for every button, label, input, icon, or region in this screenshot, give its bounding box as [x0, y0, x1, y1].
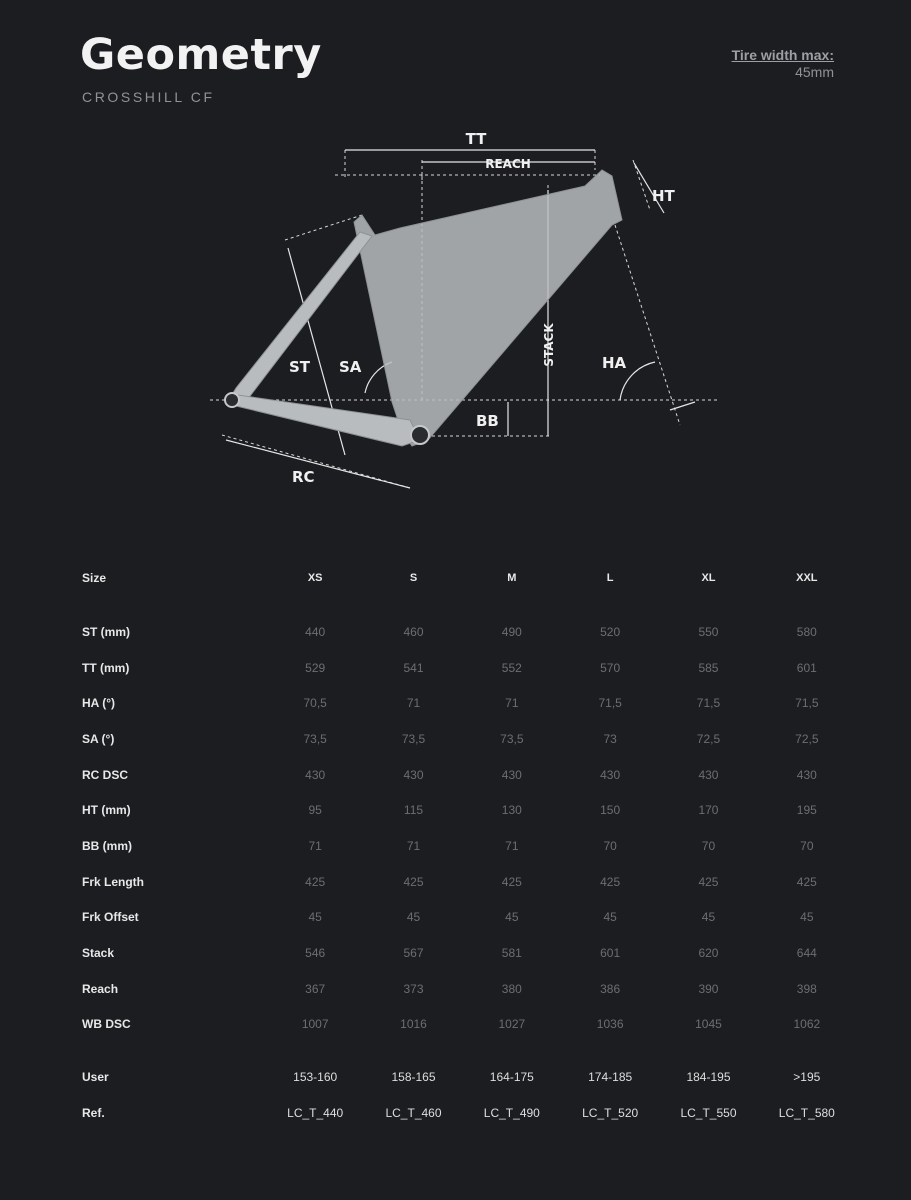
- row-label: Stack: [82, 946, 115, 961]
- table-cell: 425: [403, 874, 424, 889]
- table-cell: 430: [403, 767, 424, 782]
- size-label: Size: [82, 571, 107, 585]
- table-cell: 195: [796, 803, 817, 818]
- model-name: CROSSHILL CF: [82, 89, 215, 105]
- table-row: [70, 1095, 856, 1131]
- table-cell: 380: [501, 981, 522, 996]
- table-cell: 490: [501, 624, 522, 639]
- table-cell: 71: [505, 838, 519, 853]
- table-cell: 546: [305, 946, 326, 961]
- table-cell: 184-195: [686, 1070, 731, 1085]
- table-cell: 1007: [301, 1017, 329, 1032]
- table-cell: 164-175: [489, 1070, 534, 1085]
- table-cell: 541: [403, 660, 424, 675]
- table-cell: 460: [403, 624, 424, 639]
- table-cell: 550: [698, 624, 719, 639]
- label-st: ST: [289, 358, 311, 376]
- table-cell: 430: [305, 767, 326, 782]
- table-cell: 73,5: [401, 731, 426, 746]
- table-row: [70, 614, 856, 650]
- table-cell: 71,5: [696, 696, 721, 711]
- dropout-icon: [225, 393, 239, 407]
- spacer-cell: [70, 1042, 856, 1059]
- table-cell: LC_T_520: [582, 1105, 639, 1120]
- row-label: TT (mm): [82, 660, 130, 675]
- label-sa: SA: [339, 358, 362, 376]
- table-cell: 72,5: [696, 731, 721, 746]
- row-label: Frk Offset: [82, 910, 139, 925]
- table-cell: LC_T_460: [385, 1105, 442, 1120]
- table-cell: 425: [501, 874, 522, 889]
- label-ha: HA: [602, 354, 627, 372]
- table-cell: 567: [403, 946, 424, 961]
- table-cell: 174-185: [588, 1070, 633, 1085]
- row-label: HT (mm): [82, 803, 131, 818]
- table-cell: 45: [800, 910, 814, 925]
- table-cell: 425: [698, 874, 719, 889]
- row-label: SA (°): [82, 731, 115, 746]
- table-cell: 398: [796, 981, 817, 996]
- table-cell: LC_T_490: [483, 1105, 540, 1120]
- label-ht: HT: [652, 187, 675, 205]
- size-l: L: [606, 572, 614, 584]
- table-cell: 73: [603, 731, 617, 746]
- table-cell: 440: [305, 624, 326, 639]
- table-cell: 45: [406, 910, 421, 925]
- page-title: Geometry: [80, 30, 322, 80]
- table-cell: 601: [600, 946, 621, 961]
- table-cell: 390: [698, 981, 719, 996]
- label-rc: RC: [292, 468, 315, 486]
- table-cell: 581: [501, 946, 522, 961]
- table-cell: 130: [501, 803, 522, 818]
- bottom-bracket-icon: [411, 426, 429, 444]
- table-cell: 430: [796, 767, 817, 782]
- table-cell: LC_T_440: [287, 1105, 344, 1120]
- table-row: [70, 828, 856, 864]
- table-cell: 150: [600, 803, 621, 818]
- size-xs: XS: [307, 572, 323, 584]
- table-cell: 73,5: [500, 731, 524, 746]
- table-cell: 520: [600, 624, 621, 639]
- table-cell: 386: [600, 981, 621, 996]
- row-label: User: [82, 1070, 109, 1085]
- table-cell: 1027: [498, 1017, 526, 1032]
- table-row: [70, 685, 856, 721]
- table-cell: 71: [505, 696, 519, 711]
- tire-width-value: 45mm: [795, 64, 834, 80]
- table-cell: 570: [600, 660, 621, 675]
- table-cell: 585: [698, 660, 719, 675]
- size-m: M: [507, 572, 517, 584]
- table-cell: 71: [406, 696, 421, 711]
- table-cell: 425: [796, 874, 817, 889]
- table-cell: 71,5: [795, 696, 819, 711]
- table-cell: 70: [800, 838, 814, 853]
- table-cell: 158-165: [391, 1070, 436, 1085]
- table-cell: 45: [505, 910, 519, 925]
- row-label: WB DSC: [82, 1017, 131, 1032]
- table-cell: 70,5: [303, 696, 327, 711]
- table-cell: 71,5: [598, 696, 622, 711]
- table-row: [70, 1059, 856, 1095]
- table-cell: 529: [305, 660, 326, 675]
- table-cell: 73,5: [303, 731, 327, 746]
- table-cell: 373: [403, 981, 424, 996]
- table-cell: LC_T_580: [778, 1105, 835, 1120]
- row-label: Frk Length: [82, 874, 144, 889]
- table-cell: 71: [308, 838, 322, 853]
- spacer-row: [70, 596, 856, 614]
- table-row: [70, 792, 856, 828]
- table-cell: 580: [796, 624, 817, 639]
- table-row: [70, 1007, 856, 1043]
- label-bb: BB: [476, 412, 499, 430]
- table-cell: 644: [796, 946, 817, 961]
- table-cell: 367: [305, 981, 326, 996]
- table-cell: 1045: [695, 1017, 722, 1032]
- row-label: Ref.: [82, 1105, 105, 1120]
- table-row: [70, 650, 856, 686]
- table-cell: LC_T_550: [680, 1105, 737, 1120]
- table-cell: 425: [600, 874, 621, 889]
- table-row: [70, 935, 856, 971]
- frame-geometry-diagram: [0, 0, 911, 520]
- table-cell: 1016: [400, 1017, 427, 1032]
- label-reach: REACH: [485, 157, 531, 171]
- table-row: [70, 971, 856, 1007]
- table-cell: 552: [501, 660, 522, 675]
- table-cell: 70: [701, 838, 716, 853]
- size-header-row: [70, 560, 856, 596]
- table-cell: 45: [308, 910, 322, 925]
- label-stack: STACK: [542, 323, 556, 367]
- size-s: S: [409, 572, 418, 584]
- table-cell: 425: [305, 874, 326, 889]
- bike-frame: [230, 170, 622, 446]
- row-label: RC DSC: [82, 767, 129, 782]
- row-label: BB (mm): [82, 838, 132, 853]
- table-cell: 45: [701, 910, 716, 925]
- spacer-cell: [70, 596, 856, 614]
- table-row: [70, 721, 856, 757]
- row-label: Reach: [82, 981, 119, 996]
- table-cell: 115: [403, 803, 424, 818]
- size-xl: XL: [701, 572, 716, 584]
- table-cell: 601: [796, 660, 817, 675]
- table-row: [70, 757, 856, 793]
- table-row: [70, 900, 856, 936]
- table-cell: 1062: [793, 1017, 821, 1032]
- table-cell: 153-160: [293, 1070, 338, 1085]
- tire-width-label[interactable]: Tire width max:: [731, 47, 834, 63]
- table-cell: 45: [603, 910, 617, 925]
- table-cell: 72,5: [795, 731, 819, 746]
- table-cell: 620: [698, 946, 719, 961]
- table-cell: 71: [406, 838, 421, 853]
- spacer-row: [70, 1042, 856, 1059]
- table-row: [70, 864, 856, 900]
- geometry-table: [70, 560, 856, 1131]
- size-xxl: XXL: [796, 572, 818, 584]
- table-cell: 95: [308, 803, 322, 818]
- table-cell: 170: [698, 803, 719, 818]
- table-cell: 430: [501, 767, 522, 782]
- table-cell: 430: [600, 767, 621, 782]
- table-cell: 430: [698, 767, 719, 782]
- table-cell: >195: [793, 1070, 821, 1085]
- table-cell: 70: [603, 838, 617, 853]
- label-tt: TT: [465, 130, 487, 148]
- row-label: ST (mm): [82, 624, 130, 639]
- table-cell: 1036: [596, 1017, 624, 1032]
- row-label: HA (°): [82, 696, 116, 711]
